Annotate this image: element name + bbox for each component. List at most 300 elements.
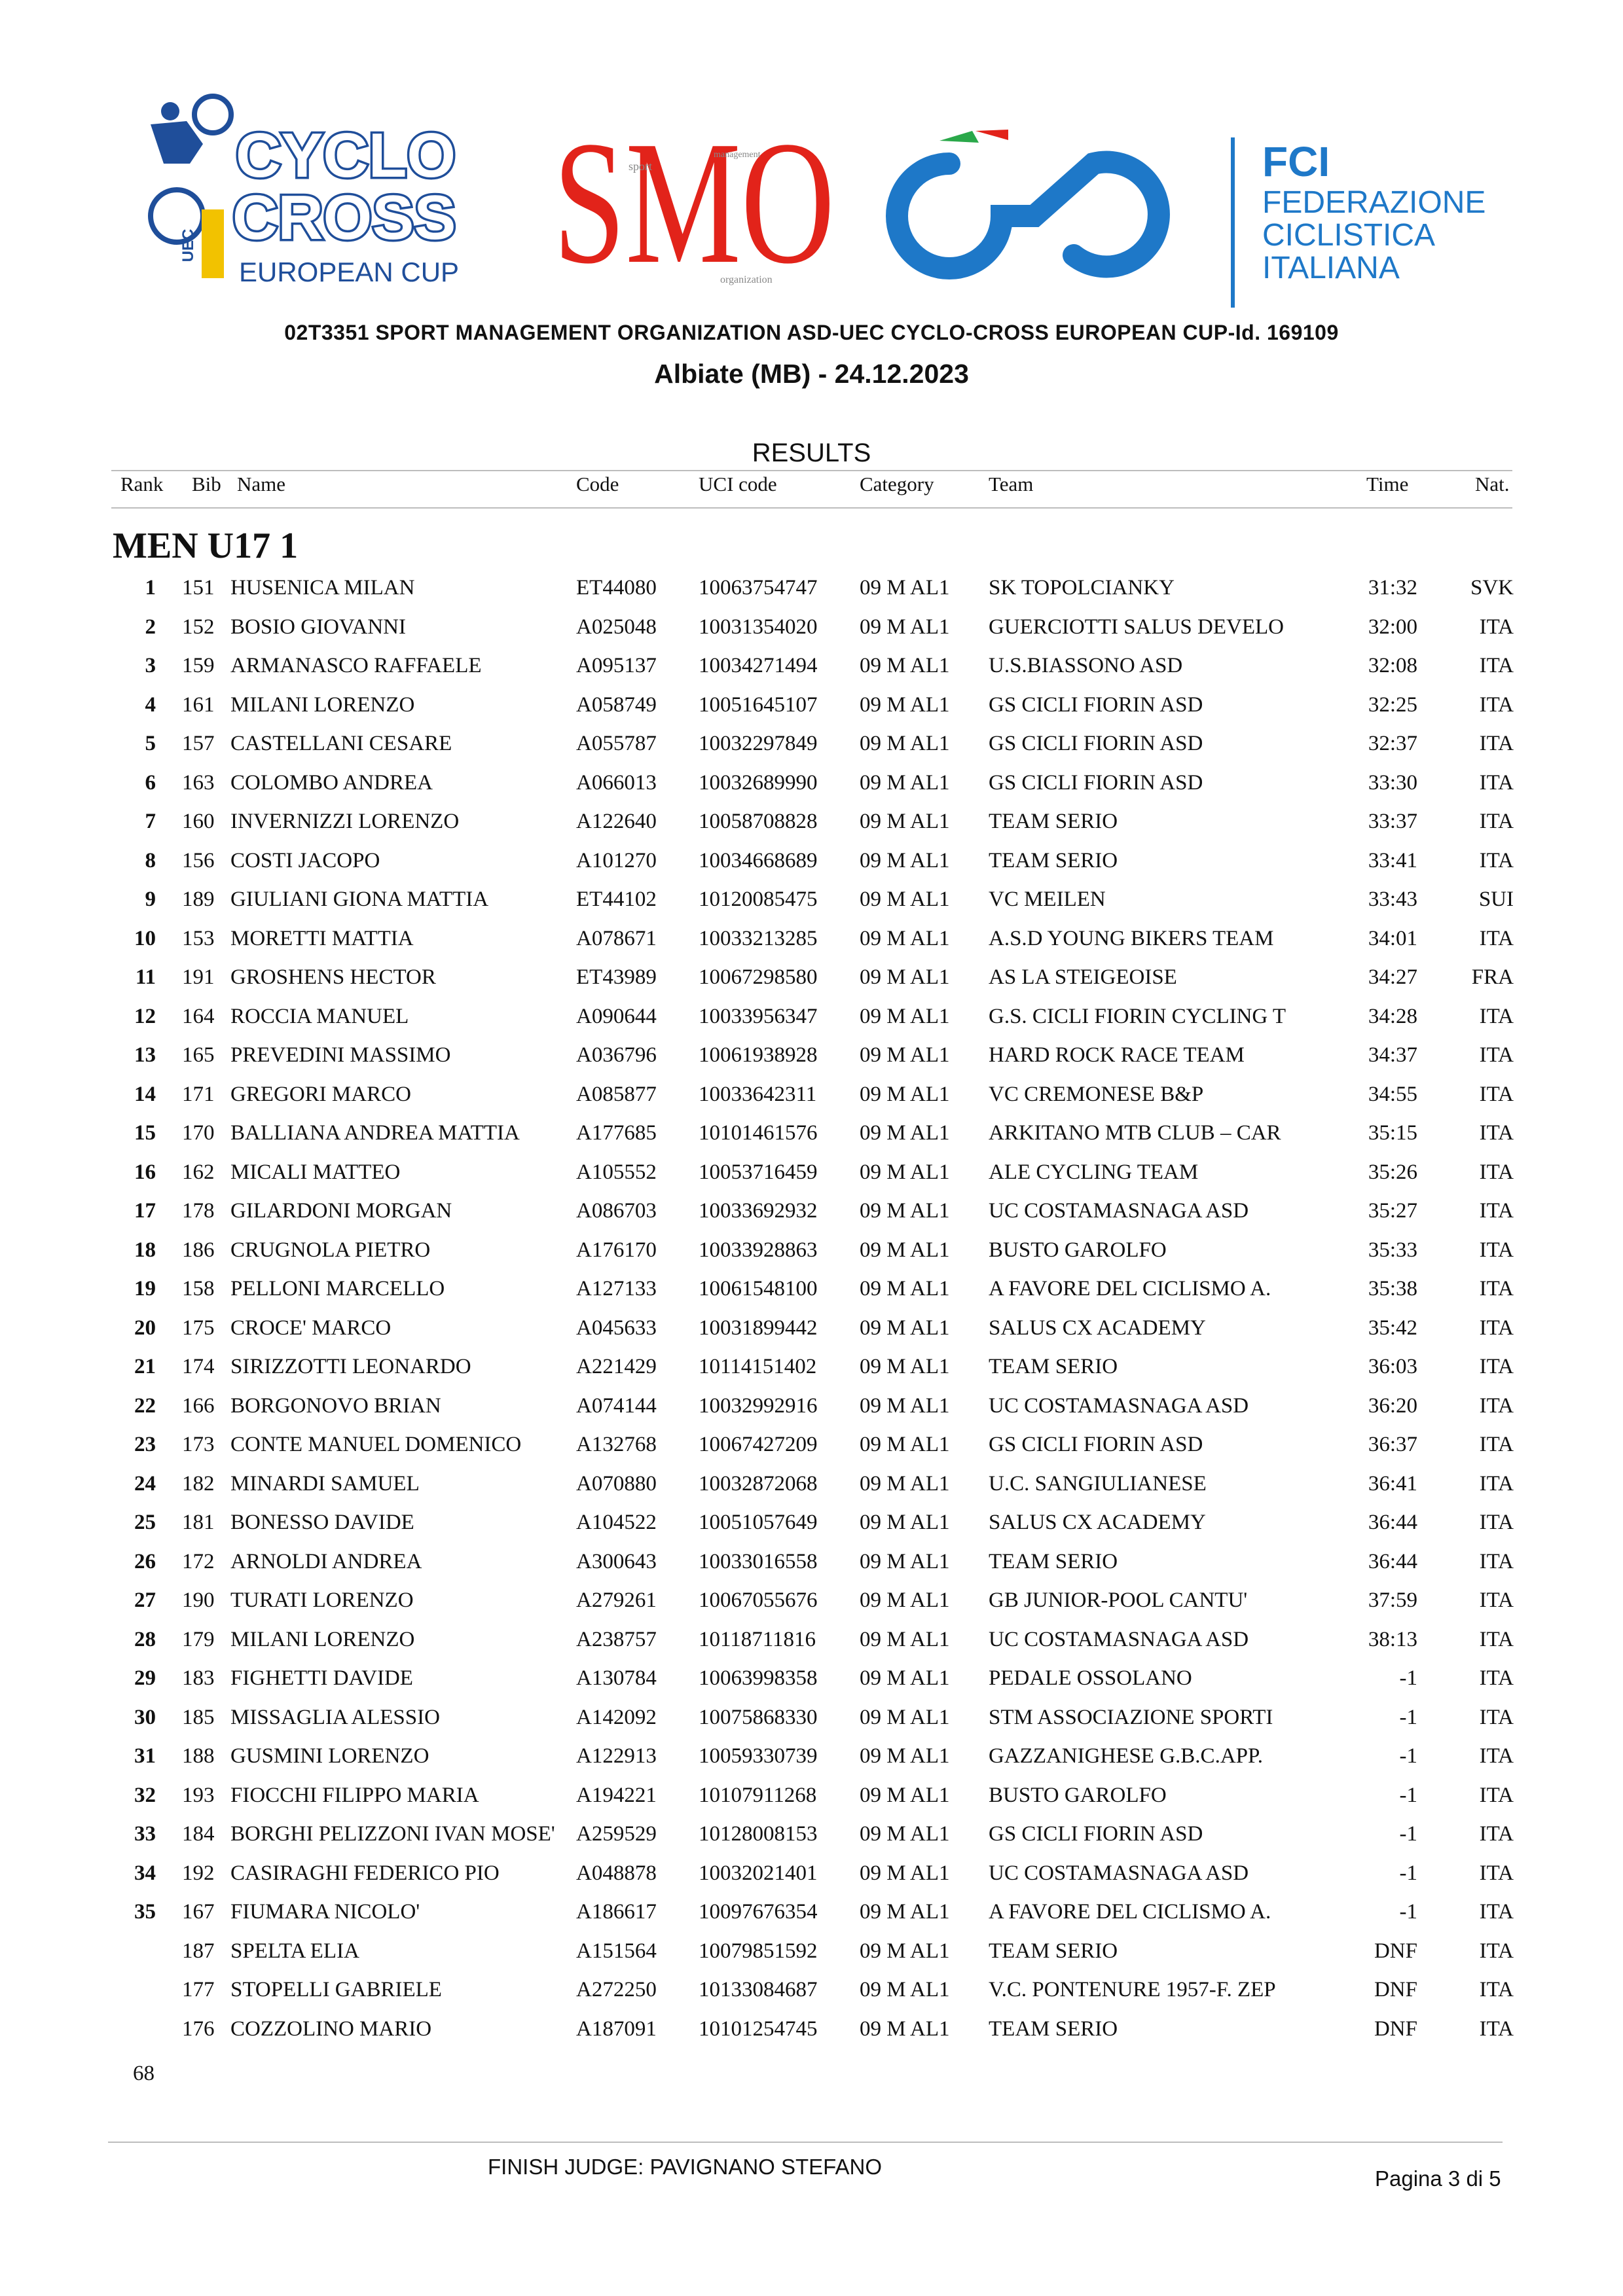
cell-name: MISSAGLIA ALESSIO <box>230 1705 440 1729</box>
cell-team: TEAM SERIO <box>989 2017 1118 2041</box>
cell-bib: 152 <box>182 615 215 639</box>
cell-time: 36:41 <box>1368 1471 1417 1496</box>
cell-bib: 162 <box>182 1160 215 1184</box>
cell-name: BORGONOVO BRIAN <box>230 1393 441 1418</box>
cell-team: A FAVORE DEL CICLISMO A. <box>989 1277 1271 1300</box>
cell-code: A078671 <box>576 926 657 950</box>
cell-team: GS CICLI FIORIN ASD <box>989 692 1203 717</box>
cell-uci-code: 10033213285 <box>699 926 818 950</box>
header-top-rule <box>111 470 1512 471</box>
cell-team: SK TOPOLCIANKY <box>989 576 1175 600</box>
cell-team: BUSTO GAROLFO <box>989 1238 1167 1262</box>
cell-uci-code: 10075868330 <box>699 1705 818 1729</box>
cell-code: A177685 <box>576 1121 657 1145</box>
table-row <box>0 693 1623 732</box>
cell-time: 32:00 <box>1368 615 1417 639</box>
cell-uci-code: 10033956347 <box>699 1004 818 1028</box>
cell-nationality: ITA <box>1479 848 1514 872</box>
cell-code: A300643 <box>576 1549 657 1573</box>
cell-category: 09 M AL1 <box>860 1939 950 1963</box>
cell-code: A045633 <box>576 1316 657 1340</box>
col-uci-code: UCI code <box>699 473 777 495</box>
cell-name: BORGHI PELIZZONI IVAN MOSE' <box>230 1822 555 1846</box>
cell-uci-code: 10032021401 <box>699 1861 818 1885</box>
cell-name: GILARDONI MORGAN <box>230 1199 452 1223</box>
cell-uci-code: 10061548100 <box>699 1277 818 1300</box>
cell-name: TURATI LORENZO <box>230 1588 414 1612</box>
cell-nationality: ITA <box>1479 692 1514 717</box>
cell-name: GREGORI MARCO <box>230 1082 411 1106</box>
cell-code: A066013 <box>576 770 657 795</box>
cell-nationality: ITA <box>1479 654 1514 677</box>
cell-bib: 173 <box>182 1433 215 1456</box>
smo-logo <box>550 105 838 288</box>
cell-name: BALLIANA ANDREA MATTIA <box>230 1121 520 1145</box>
cell-rank: 16 <box>134 1160 156 1184</box>
cell-bib: 158 <box>182 1277 215 1300</box>
cell-nationality: ITA <box>1479 770 1514 795</box>
cell-name: CASIRAGHI FEDERICO PIO <box>230 1861 500 1885</box>
cell-category: 09 M AL1 <box>860 965 950 989</box>
cell-time: 35:15 <box>1368 1121 1417 1145</box>
cell-nationality: ITA <box>1479 1666 1514 1690</box>
cell-bib: 167 <box>182 1900 215 1924</box>
cell-time: 35:38 <box>1368 1277 1417 1300</box>
cell-name: MINARDI SAMUEL <box>230 1471 420 1496</box>
cell-category: 09 M AL1 <box>860 1355 950 1378</box>
table-row <box>0 1005 1623 1044</box>
footer-rule <box>108 2142 1503 2143</box>
cell-time: DNF <box>1374 2017 1417 2041</box>
cell-name: STOPELLI GABRIELE <box>230 1978 442 2001</box>
cell-category: 09 M AL1 <box>860 1666 950 1690</box>
cell-nationality: ITA <box>1479 1433 1514 1456</box>
cell-uci-code: 10067427209 <box>699 1433 818 1456</box>
cell-nationality: ITA <box>1479 926 1514 950</box>
cell-rank: 2 <box>145 615 156 639</box>
cell-bib: 178 <box>182 1199 215 1223</box>
cell-name: GROSHENS HECTOR <box>230 965 436 989</box>
cell-bib: 181 <box>182 1511 215 1534</box>
cell-time: 34:55 <box>1368 1082 1417 1106</box>
table-row <box>0 1199 1623 1238</box>
cell-team: GB JUNIOR-POOL CANTU' <box>989 1588 1248 1612</box>
cell-name: FIUMARA NICOLO' <box>230 1900 420 1924</box>
svg-text:management: management <box>714 150 761 160</box>
cell-nationality: ITA <box>1479 732 1514 755</box>
cell-name: HUSENICA MILAN <box>230 576 415 600</box>
cell-team: ARKITANO MTB CLUB – CAR <box>989 1121 1281 1145</box>
cell-uci-code: 10107911268 <box>699 1783 817 1807</box>
cell-time: 36:37 <box>1368 1433 1417 1456</box>
cell-nationality: ITA <box>1479 1939 1514 1963</box>
cell-time: 34:27 <box>1368 965 1417 989</box>
cell-code: ET44102 <box>576 888 657 911</box>
cell-category: 09 M AL1 <box>860 1277 950 1300</box>
cell-rank: 5 <box>145 732 156 755</box>
cell-category: 09 M AL1 <box>860 692 950 717</box>
cell-code: A127133 <box>576 1277 657 1300</box>
cell-time: 34:28 <box>1368 1004 1417 1028</box>
cell-nationality: ITA <box>1479 1393 1514 1418</box>
table-row <box>0 1160 1623 1200</box>
cell-category: 09 M AL1 <box>860 1861 950 1885</box>
cell-team: U.S.BIASSONO ASD <box>989 654 1183 677</box>
cell-bib: 156 <box>182 848 215 872</box>
cell-category: 09 M AL1 <box>860 615 950 639</box>
table-row <box>0 1978 1623 2017</box>
cell-team: A FAVORE DEL CICLISMO A. <box>989 1900 1271 1924</box>
cell-bib: 189 <box>182 888 215 911</box>
category-title: MEN U17 1 <box>113 526 299 566</box>
cell-time: 36:20 <box>1368 1393 1417 1418</box>
cell-time: 33:30 <box>1368 770 1417 795</box>
cell-nationality: ITA <box>1479 2017 1514 2041</box>
cell-bib: 151 <box>182 576 215 600</box>
svg-text:UEC: UEC <box>179 228 197 262</box>
cell-rank: 4 <box>145 692 156 717</box>
cell-team: VC MEILEN <box>989 888 1106 911</box>
table-row <box>0 1277 1623 1316</box>
cell-category: 09 M AL1 <box>860 1705 950 1729</box>
cell-team: GS CICLI FIORIN ASD <box>989 1433 1203 1456</box>
cell-team: HARD ROCK RACE TEAM <box>989 1043 1245 1067</box>
cell-team: VC CREMONESE B&P <box>989 1082 1204 1106</box>
cell-bib: 170 <box>182 1121 215 1145</box>
fci-federation-logo <box>1231 137 1532 308</box>
cell-uci-code: 10032297849 <box>699 732 818 755</box>
cell-team: UC COSTAMASNAGA ASD <box>989 1199 1249 1223</box>
cell-nationality: ITA <box>1479 1588 1514 1612</box>
table-row <box>0 1588 1623 1628</box>
cell-category: 09 M AL1 <box>860 1549 950 1573</box>
cell-code: A025048 <box>576 615 657 639</box>
fci-bike-mark <box>877 124 1185 295</box>
svg-text:sport: sport <box>629 160 652 173</box>
cell-rank: 29 <box>134 1666 156 1690</box>
cell-team: PEDALE OSSOLANO <box>989 1666 1192 1690</box>
cell-team: GUERCIOTTI SALUS DEVELO <box>989 615 1284 639</box>
cell-rank: 9 <box>145 888 156 911</box>
table-row <box>0 1083 1623 1122</box>
cell-rank: 13 <box>134 1043 156 1067</box>
cell-code: A176170 <box>576 1238 657 1262</box>
cell-team: TEAM SERIO <box>989 810 1118 833</box>
cell-time: 33:41 <box>1368 848 1417 872</box>
cell-time: 35:27 <box>1368 1199 1417 1223</box>
cell-rank: 30 <box>134 1705 156 1729</box>
cell-bib: 159 <box>182 654 215 677</box>
table-row <box>0 732 1623 771</box>
cell-category: 09 M AL1 <box>860 1627 950 1651</box>
cell-category: 09 M AL1 <box>860 1822 950 1846</box>
cell-time: 36:44 <box>1368 1511 1417 1534</box>
cell-nationality: ITA <box>1479 1744 1514 1768</box>
col-time: Time <box>1366 473 1409 495</box>
cell-time: -1 <box>1399 1783 1417 1807</box>
cell-category: 09 M AL1 <box>860 1238 950 1262</box>
cell-uci-code: 10114151402 <box>699 1355 817 1378</box>
cell-rank: 32 <box>134 1783 156 1807</box>
cell-name: ARNOLDI ANDREA <box>230 1549 422 1573</box>
table-row <box>0 1706 1623 1745</box>
cell-team: SALUS CX ACADEMY <box>989 1511 1206 1534</box>
cell-nationality: ITA <box>1479 1082 1514 1106</box>
cell-team: AS LA STEIGEOISE <box>989 965 1177 989</box>
event-place-date: Albiate (MB) - 24.12.2023 <box>654 359 969 389</box>
cell-bib: 184 <box>182 1822 215 1846</box>
cell-team: G.S. CICLI FIORIN CYCLING T <box>989 1004 1286 1028</box>
results-table <box>0 576 1623 2056</box>
col-rank: Rank <box>120 473 164 495</box>
cell-nationality: ITA <box>1479 1160 1514 1184</box>
cell-time: -1 <box>1399 1861 1417 1885</box>
fci-line-3: ITALIANA <box>1262 251 1400 285</box>
svg-text:EUROPEAN CUP: EUROPEAN CUP <box>239 257 460 287</box>
table-row <box>0 1316 1623 1355</box>
cell-time: 35:26 <box>1368 1160 1417 1184</box>
cell-bib: 186 <box>182 1238 215 1262</box>
cell-uci-code: 10051645107 <box>699 692 818 717</box>
table-row <box>0 1394 1623 1433</box>
cell-category: 09 M AL1 <box>860 1471 950 1496</box>
cell-rank: 6 <box>145 770 156 795</box>
cell-nationality: ITA <box>1479 1355 1514 1378</box>
svg-text:SMO: SMO <box>553 105 835 288</box>
cell-nationality: ITA <box>1479 1627 1514 1651</box>
cell-rank: 18 <box>134 1238 156 1262</box>
cell-time: 34:37 <box>1368 1043 1417 1067</box>
cell-uci-code: 10053716459 <box>699 1160 818 1184</box>
col-category: Category <box>860 473 934 495</box>
cell-team: TEAM SERIO <box>989 848 1118 872</box>
cell-team: GAZZANIGHESE G.B.C.APP. <box>989 1744 1263 1768</box>
cell-rank: 35 <box>134 1900 156 1924</box>
header-bottom-rule <box>111 507 1512 509</box>
cell-bib: 193 <box>182 1783 215 1807</box>
cell-code: A187091 <box>576 2017 657 2041</box>
cell-code: A221429 <box>576 1355 657 1378</box>
cell-time: 36:44 <box>1368 1549 1417 1573</box>
cell-name: MILANI LORENZO <box>230 1627 415 1651</box>
cell-category: 09 M AL1 <box>860 1082 950 1106</box>
cell-bib: 179 <box>182 1627 215 1651</box>
fci-line-2: CICLISTICA <box>1262 218 1436 253</box>
cell-uci-code: 10031899442 <box>699 1316 818 1340</box>
cell-category: 09 M AL1 <box>860 1744 950 1768</box>
cell-rank: 11 <box>135 965 156 989</box>
cell-bib: 161 <box>182 692 215 717</box>
table-row <box>0 771 1623 810</box>
table-row <box>0 1511 1623 1550</box>
cell-team: UC COSTAMASNAGA ASD <box>989 1393 1249 1418</box>
cell-code: A142092 <box>576 1705 657 1729</box>
table-row <box>0 615 1623 655</box>
cell-code: A259529 <box>576 1822 657 1846</box>
cell-name: COLOMBO ANDREA <box>230 770 433 795</box>
cell-team: SALUS CX ACADEMY <box>989 1316 1206 1340</box>
cell-uci-code: 10032689990 <box>699 770 818 795</box>
table-row <box>0 927 1623 966</box>
cell-uci-code: 10063998358 <box>699 1666 818 1690</box>
cell-code: A104522 <box>576 1511 657 1534</box>
table-row <box>0 2017 1623 2056</box>
cell-uci-code: 10033928863 <box>699 1238 818 1262</box>
cell-nationality: ITA <box>1479 810 1514 833</box>
cell-bib: 185 <box>182 1705 215 1729</box>
cell-uci-code: 10063754747 <box>699 576 818 600</box>
cell-time: 33:37 <box>1368 810 1417 833</box>
cell-time: -1 <box>1399 1822 1417 1846</box>
table-row <box>0 576 1623 615</box>
cell-code: A279261 <box>576 1588 657 1612</box>
cell-time: 32:08 <box>1368 654 1417 677</box>
cell-team: TEAM SERIO <box>989 1549 1118 1573</box>
cell-code: ET43989 <box>576 965 657 989</box>
cell-code: A090644 <box>576 1004 657 1028</box>
cell-team: UC COSTAMASNAGA ASD <box>989 1861 1249 1885</box>
cell-code: A186617 <box>576 1900 657 1924</box>
cell-category: 09 M AL1 <box>860 1783 950 1807</box>
cell-bib: 190 <box>182 1588 215 1612</box>
cell-category: 09 M AL1 <box>860 1588 950 1612</box>
cell-category: 09 M AL1 <box>860 926 950 950</box>
table-row <box>0 888 1623 927</box>
cell-category: 09 M AL1 <box>860 1043 950 1067</box>
cell-team: TEAM SERIO <box>989 1939 1118 1963</box>
cell-rank: 12 <box>134 1004 156 1028</box>
cell-uci-code: 10059330739 <box>699 1744 818 1768</box>
cell-nationality: ITA <box>1479 1511 1514 1534</box>
table-row <box>0 1666 1623 1706</box>
cell-nationality: ITA <box>1479 1783 1514 1807</box>
cell-time: -1 <box>1399 1744 1417 1768</box>
cell-uci-code: 10034271494 <box>699 654 818 677</box>
col-nat: Nat. <box>1475 473 1510 495</box>
cell-name: SPELTA ELIA <box>230 1939 359 1963</box>
cell-code: A101270 <box>576 848 657 872</box>
cell-category: 09 M AL1 <box>860 770 950 795</box>
table-row <box>0 1121 1623 1160</box>
cell-category: 09 M AL1 <box>860 810 950 833</box>
cell-nationality: ITA <box>1479 1121 1514 1145</box>
cell-uci-code: 10033692932 <box>699 1199 818 1223</box>
cell-rank: 33 <box>134 1822 156 1846</box>
cell-nationality: ITA <box>1479 1900 1514 1924</box>
cell-uci-code: 10079851592 <box>699 1939 818 1963</box>
cell-bib: 172 <box>182 1549 215 1573</box>
cell-rank: 8 <box>145 848 156 872</box>
col-name: Name <box>237 473 286 495</box>
cell-name: COZZOLINO MARIO <box>230 2017 432 2041</box>
cell-time: 31:32 <box>1368 576 1417 600</box>
col-team: Team <box>989 473 1034 495</box>
cell-name: COSTI JACOPO <box>230 848 380 872</box>
cell-uci-code: 10033016558 <box>699 1549 818 1573</box>
cell-name: FIOCCHI FILIPPO MARIA <box>230 1783 479 1807</box>
cell-category: 09 M AL1 <box>860 654 950 677</box>
cell-code: ET44080 <box>576 576 657 600</box>
cell-time: 36:03 <box>1368 1355 1417 1378</box>
table-row <box>0 1939 1623 1979</box>
table-row <box>0 810 1623 849</box>
cell-name: PELLONI MARCELLO <box>230 1277 445 1300</box>
cell-code: A085877 <box>576 1082 657 1106</box>
table-row <box>0 1550 1623 1589</box>
cell-bib: 164 <box>182 1004 215 1028</box>
cell-uci-code: 10128008153 <box>699 1822 818 1846</box>
cell-code: A151564 <box>576 1939 657 1963</box>
cell-rank: 31 <box>134 1744 156 1768</box>
cell-code: A122640 <box>576 810 657 833</box>
fci-abbr: FCI <box>1262 138 1330 185</box>
cell-rank: 19 <box>134 1277 156 1300</box>
cell-time: 33:43 <box>1368 888 1417 911</box>
cell-nationality: ITA <box>1479 1471 1514 1496</box>
cell-nationality: ITA <box>1479 1978 1514 2001</box>
cell-rank: 7 <box>145 810 156 833</box>
cell-team: BUSTO GAROLFO <box>989 1783 1167 1807</box>
cell-code: A130784 <box>576 1666 657 1690</box>
cell-time: 32:25 <box>1368 692 1417 717</box>
cell-uci-code: 10058708828 <box>699 810 818 833</box>
cell-category: 09 M AL1 <box>860 848 950 872</box>
cell-uci-code: 10061938928 <box>699 1043 818 1067</box>
cell-rank: 24 <box>134 1471 156 1496</box>
cell-rank: 22 <box>134 1393 156 1418</box>
cell-nationality: ITA <box>1479 1822 1514 1846</box>
cell-rank: 34 <box>134 1861 156 1885</box>
cell-uci-code: 10118711816 <box>699 1627 816 1651</box>
cell-category: 09 M AL1 <box>860 1199 950 1223</box>
cell-bib: 171 <box>182 1082 215 1106</box>
cell-bib: 176 <box>182 2017 215 2041</box>
cell-name: GIULIANI GIONA MATTIA <box>230 888 489 911</box>
cell-bib: 175 <box>182 1316 215 1340</box>
cell-name: CROCE' MARCO <box>230 1316 392 1340</box>
cell-nationality: ITA <box>1479 1861 1514 1885</box>
cell-nationality: ITA <box>1479 1705 1514 1729</box>
cell-nationality: ITA <box>1479 1043 1514 1067</box>
cell-name: FIGHETTI DAVIDE <box>230 1666 413 1690</box>
cell-category: 09 M AL1 <box>860 1978 950 2001</box>
cell-code: A055787 <box>576 732 657 755</box>
cell-name: PREVEDINI MASSIMO <box>230 1043 451 1067</box>
cell-nationality: ITA <box>1479 615 1514 639</box>
cell-name: CASTELLANI CESARE <box>230 732 452 755</box>
cell-name: MORETTI MATTIA <box>230 926 414 950</box>
table-row <box>0 965 1623 1005</box>
cell-category: 09 M AL1 <box>860 1160 950 1184</box>
table-row <box>0 1784 1623 1823</box>
cell-uci-code: 10101254745 <box>699 2017 818 2041</box>
cell-uci-code: 10097676354 <box>699 1900 818 1924</box>
cell-team: UC COSTAMASNAGA ASD <box>989 1627 1249 1651</box>
event-title: 02T3351 SPORT MANAGEMENT ORGANIZATION ASD-UEC CYCLO-CROSS EUROPEAN CUP-Id. 169109 <box>284 321 1339 344</box>
table-row <box>0 1355 1623 1394</box>
table-row <box>0 1043 1623 1083</box>
cell-bib: 183 <box>182 1666 215 1690</box>
table-row <box>0 1628 1623 1667</box>
cell-uci-code: 10067055676 <box>699 1588 818 1612</box>
cell-rank: 1 <box>145 576 156 600</box>
cell-category: 09 M AL1 <box>860 732 950 755</box>
cell-rank: 21 <box>134 1355 156 1378</box>
logo-banner <box>124 85 1532 301</box>
cell-code: A048878 <box>576 1861 657 1885</box>
cell-rank: 20 <box>134 1316 156 1340</box>
cell-bib: 153 <box>182 926 215 950</box>
